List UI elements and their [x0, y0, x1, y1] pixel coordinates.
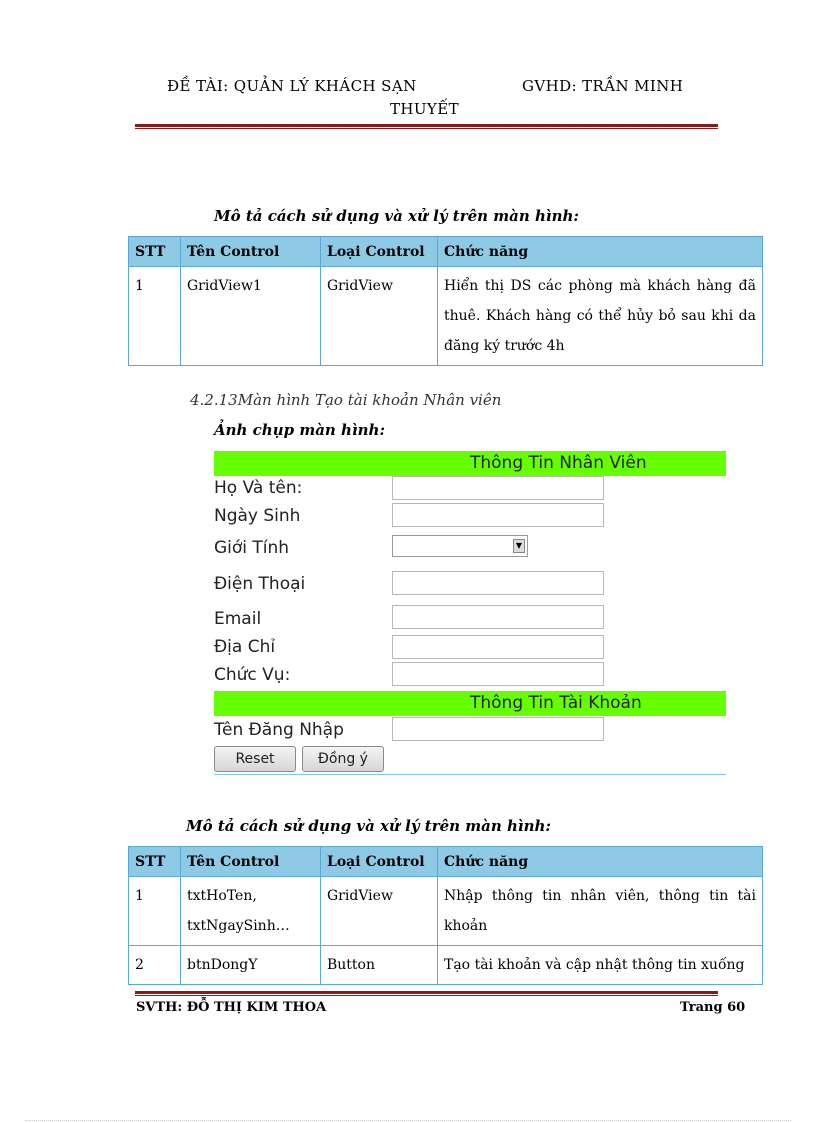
cell-control-type: Button: [321, 946, 438, 985]
cell-function: Nhập thông tin nhân viên, thông tin tài khoản: [438, 877, 763, 946]
cell-function: Tạo tài khoản và cập nhật thông tin xuống: [438, 946, 763, 985]
cell-control-type: GridView: [321, 877, 438, 946]
table-row: [129, 877, 763, 946]
cell-function: Hiển thị DS các phòng mà khách hàng đã thuê. Khách hàng có thể hủy bỏ sau khi da đăng ký trước 4h: [438, 267, 763, 366]
employee-form-screenshot: [214, 451, 726, 776]
cell-stt: 2: [129, 946, 181, 985]
table-header-row: [129, 237, 763, 267]
header-supervisor: GVHD: TRẦN MINH: [522, 77, 684, 95]
col-control-type: Loại Control: [321, 847, 438, 877]
username-input[interactable]: [392, 717, 604, 741]
confirm-button[interactable]: Đồng ý: [302, 746, 384, 772]
label-position: Chức Vụ:: [214, 665, 291, 685]
table-row: [129, 267, 763, 366]
address-input[interactable]: [392, 635, 604, 659]
table-header-row: [129, 847, 763, 877]
position-input[interactable]: [392, 662, 604, 686]
cell-control-name: GridView1: [181, 267, 321, 366]
label-fullname: Họ Và tên:: [214, 478, 303, 498]
table-row: [129, 946, 763, 985]
label-address: Địa Chỉ: [214, 637, 276, 657]
employee-info-header: Thông Tin Nhân Viên: [214, 451, 726, 476]
screenshot-caption: Ảnh chụp màn hình:: [214, 421, 385, 439]
page-number: Trang 60: [680, 1000, 746, 1015]
footer-rule-thin: [135, 995, 718, 996]
gender-select[interactable]: [392, 535, 528, 557]
account-info-header: Thông Tin Tài Khoản: [214, 691, 726, 716]
col-function: Chức năng: [438, 847, 763, 877]
section3-caption: Mô tả cách sử dụng và xử lý trên màn hình:: [186, 817, 551, 835]
footer-student: SVTH: ĐỖ THỊ KIM THOA: [136, 1000, 327, 1015]
col-control-name: Tên Control: [181, 237, 321, 267]
header-rule-thin: [135, 128, 718, 129]
label-email: Email: [214, 609, 262, 629]
section-heading: 4.2.13Màn hình Tạo tài khoản Nhân viên: [190, 391, 502, 409]
control-table-1: [128, 236, 763, 366]
col-control-type: Loại Control: [321, 237, 438, 267]
col-control-name: Tên Control: [181, 847, 321, 877]
page-edge: [25, 1120, 791, 1121]
reset-button[interactable]: Reset: [214, 746, 296, 772]
label-birthdate: Ngày Sinh: [214, 506, 301, 526]
col-function: Chức năng: [438, 237, 763, 267]
cell-stt: 1: [129, 267, 181, 366]
cell-stt: 1: [129, 877, 181, 946]
form-bottom-border: [214, 774, 726, 775]
cell-control-name: btnDongY: [181, 946, 321, 985]
label-username: Tên Đăng Nhập: [214, 720, 344, 740]
email-input[interactable]: [392, 605, 604, 629]
col-stt: STT: [129, 237, 181, 267]
label-gender: Giới Tính: [214, 538, 290, 558]
cell-control-name: txtHoTen, txtNgaySinh…: [181, 877, 321, 946]
section1-caption: Mô tả cách sử dụng và xử lý trên màn hình:: [214, 207, 579, 225]
footer-rule: [135, 991, 718, 994]
header-rule: [135, 124, 718, 127]
birthdate-input[interactable]: [392, 503, 604, 527]
header-supervisor-continued: THUYẾT: [390, 100, 459, 118]
header-topic: ĐỀ TÀI: QUẢN LÝ KHÁCH SẠN: [167, 77, 417, 95]
dropdown-arrow-icon[interactable]: ▼: [513, 539, 525, 553]
cell-control-type: GridView: [321, 267, 438, 366]
fullname-input[interactable]: [392, 476, 604, 500]
col-stt: STT: [129, 847, 181, 877]
label-phone: Điện Thoại: [214, 574, 306, 594]
phone-input[interactable]: [392, 571, 604, 595]
control-table-2: [128, 846, 763, 985]
